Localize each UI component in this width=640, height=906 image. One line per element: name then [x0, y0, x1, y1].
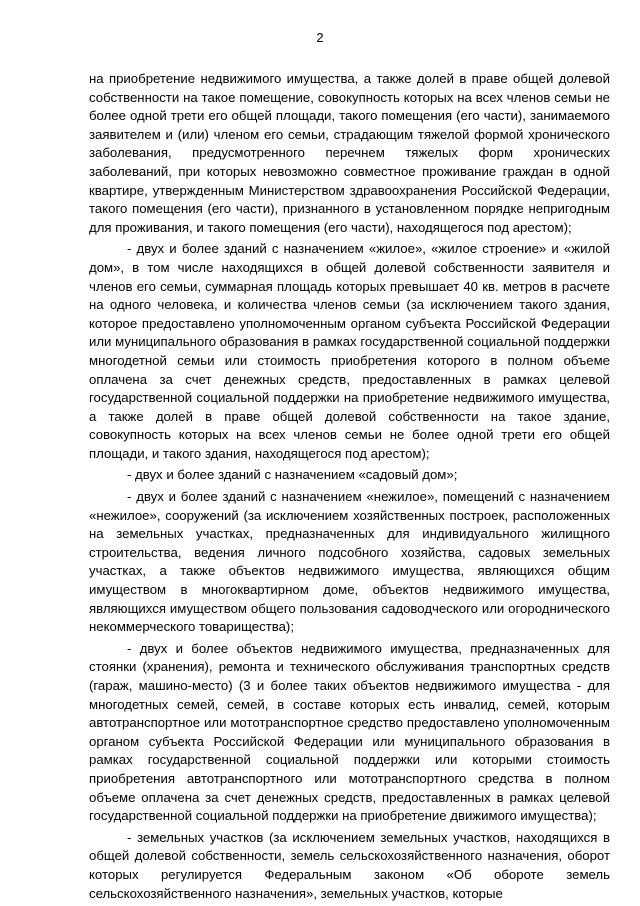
paragraph: - земельных участков (за исключением земельных участков, находящихся в общей долевой собственности, земель сельскохозяйственного назначения, оборот которых регулируется Федеральным законом «Об обороте земель сельскохозяйственного назначения», земельных участков, которые: [89, 829, 610, 901]
page-number: 2: [316, 30, 324, 45]
document-body: [89, 70, 610, 906]
paragraph: - двух и более зданий с назначением «нежилое», помещений с назначением «нежилое», сооружений (за исключением хозяйственных построек, расположенных на земельных участках, предназначенных для индивидуального жилищного строительства, ведения личного подсобного хозяйства, садовых земельных участках, а также объектов недвижимого имущества, являющихся общим имуществом в многоквартирном доме, объектов недвижимого имущества, являющихся имуществом общего пользования садоводческого или огороднического некоммерческого товарищества);: [89, 489, 610, 635]
paragraph: - двух и более зданий с назначением «садовый дом»;: [127, 467, 458, 483]
paragraph: на приобретение недвижимого имущества, а также долей в праве общей долевой собственности на такое помещение, совокупность которых на всех членов семьи не более одной трети его общей площади, такого помещения (его части), занимаемого заявителем и (или) членом его семьи, страдающим тяжелой формой хронического заболевания, предусмотренного перечнем тяжелых форм хронических заболеваний, при которых невозможно совместное проживание граждан в одной квартире, утвержденным Министерством здравоохранения Российской Федерации, такого помещения (его части), признанного в установленном порядке непригодным для проживания, и такого помещения (его части), находящегося под арестом);: [89, 71, 610, 235]
paragraph: - двух и более зданий с назначением «жилое», «жилое строение» и «жилой дом», в том числе находящихся в общей долевой собственности заявителя и членов его семьи, суммарная площадь которых превышает 40 кв. метров в расчете на одного человека, и количества членов семьи (за исключением такого здания, которое предоставлено уполномоченным органом субъекта Российской Федерации или муниципального образования в рамках государственной социальной поддержки многодетной семьи или стоимость приобретения которого в полном объеме оплачена за счет денежных средств, предоставленных в рамках целевой государственной социальной поддержки на приобретение недвижимого имущества, а также долей в праве общей долевой собственности на такое здание, совокупность которых на всех членов семьи не более одной трети его общей площади, и такого здания, находящегося под арестом);: [89, 241, 610, 461]
paragraph: - двух и более объектов недвижимого имущества, предназначенных для стоянки (хранения), ремонта и технического обслуживания транспортных средств (гараж, машино-место) (3 и более таких объектов недвижимого имущества - для многодетных семей, семей, в составе которых есть инвалид, семей, которым автотранспортное или мототранспортное средство предоставлено уполномоченным органом субъекта Российской Федерации или муниципального образования в рамках государственной социальной поддержки или которыми стоимость приобретения автотранспортного или мототранспортного средства в полном объеме оплачена за счет денежных средств, предоставленных в рамках целевой государственной социальной поддержки на приобретение движимого имущества);: [89, 640, 610, 824]
